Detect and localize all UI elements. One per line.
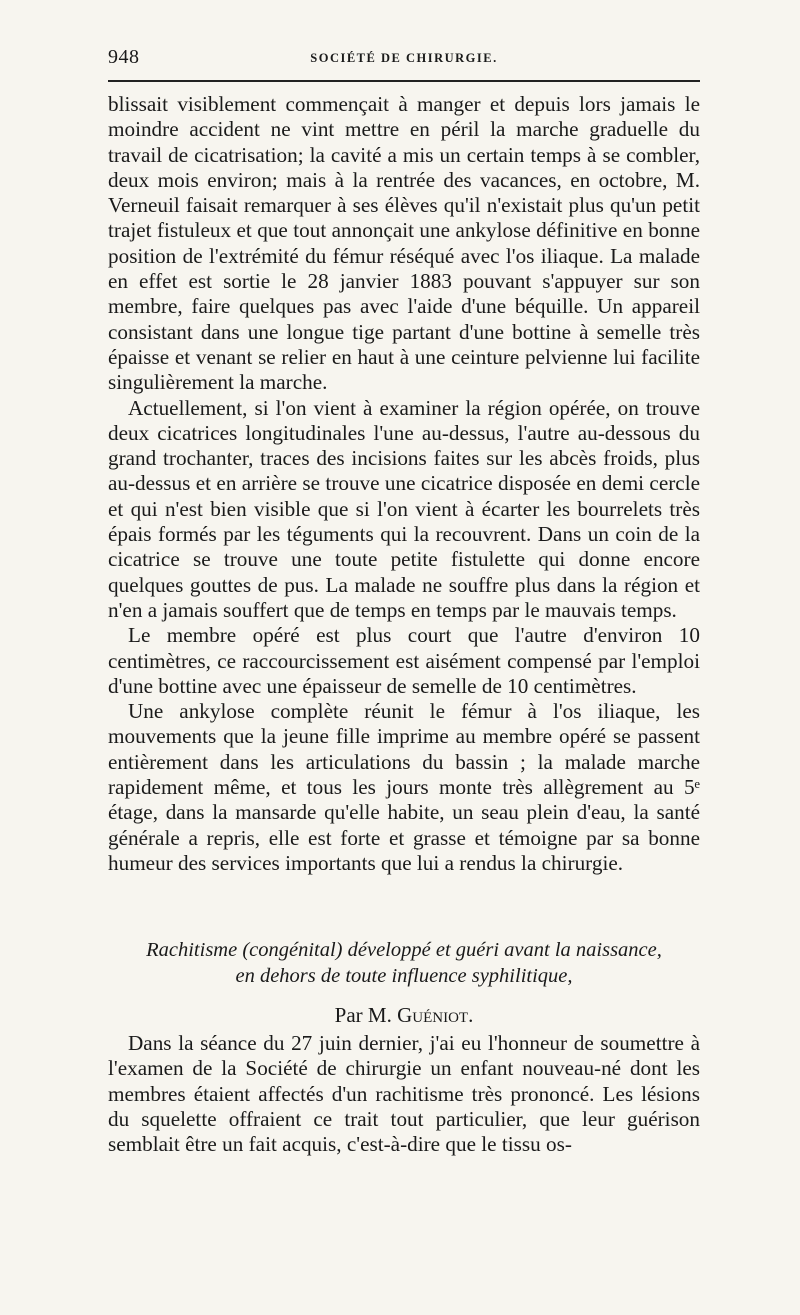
running-head (108, 46, 700, 70)
byline (108, 1003, 700, 1028)
article-title-line-2: en dehors de toute influence syphilitique, (235, 965, 573, 987)
article-title-line-1: Rachitisme (congénital) développé et guéri avant la naissance, (146, 939, 662, 961)
author-name: Guéniot. (397, 1003, 474, 1027)
article-title (108, 937, 700, 989)
body-text (108, 92, 700, 876)
journal-title: SOCIÉTÉ DE CHIRURGIE. (310, 51, 498, 65)
header-rule (108, 80, 700, 82)
page-number: 948 (108, 46, 140, 68)
paragraph-3: Le membre opéré est plus court que l'autre d'environ 10 centimètres, ce raccourcissement est aisément compensé par l'emploi d'une bottine avec une épaisseur de semelle de 10 centimètres. (108, 623, 700, 698)
article-paragraph-1: Dans la séance du 27 juin dernier, j'ai eu l'honneur de soumettre à l'examen de la Société de chirurgie un enfant nouveau-né dont les membres étaient affectés d'un rachitisme très prononcé. Les lésions du squelette offraient ce trait tout particulier, que leur guérison semblait être un fait acquis, c'est-à-dire que le tissu os- (108, 1031, 700, 1157)
paragraph-1: blissait visiblement commençait à manger et depuis lors jamais le moindre accident ne vint mettre en péril la marche graduelle du travail de cicatrisation; la cavité a mis un certain temps à se combler, deux mois environ; mais à la rentrée des vacances, en octobre, M. Verneuil faisait remarquer à ses élèves qu'il n'existait plus qu'un petit trajet fistuleux et que tout annonçait une ankylose définitive en bonne position de l'extrémité du fémur réséqué avec l'os iliaque. La malade en effet est sortie le 28 janvier 1883 pouvant s'appuyer sur son membre, faire quelques pas avec l'aide d'une béquille. Un appareil consistant dans une longue tige partant d'une bottine à semelle très épaisse et venant se relier en haut à une ceinture pelvienne lui facilite singulièrement la marche. (108, 92, 700, 395)
byline-prefix: Par M. (334, 1003, 392, 1027)
paragraph-4: Une ankylose complète réunit le fémur à l'os iliaque, les mouvements que la jeune fille imprime au membre opéré se passent entièrement dans les articulations du bassin ; la malade marche rapidement même, et tous les jours monte très allègrement au 5ᵉ étage, dans la mansarde qu'elle habite, un seau plein d'eau, la santé générale a repris, elle est forte et grasse et témoigne par sa bonne humeur des services importants que lui a rendus la chirurgie. (108, 699, 700, 875)
paragraph-2: Actuellement, si l'on vient à examiner la région opérée, on trouve deux cicatrices longitudinales l'une au-dessus, l'autre au-dessous du grand trochanter, traces des incisions faites sur les abcès froids, plus au-dessus et en arrière se trouve une cicatrice disposée en demi cercle et qui n'est bien visible que si l'on vient à écarter les bourrelets très épais formés par les téguments qui la recouvrent. Dans un coin de la cicatrice se trouve une toute petite fistulette qui donne encore quelques gouttes de pus. La malade ne souffre plus dans la région et n'en a jamais souffert que de temps en temps par le mauvais temps. (108, 395, 700, 622)
article-body (108, 1031, 700, 1157)
